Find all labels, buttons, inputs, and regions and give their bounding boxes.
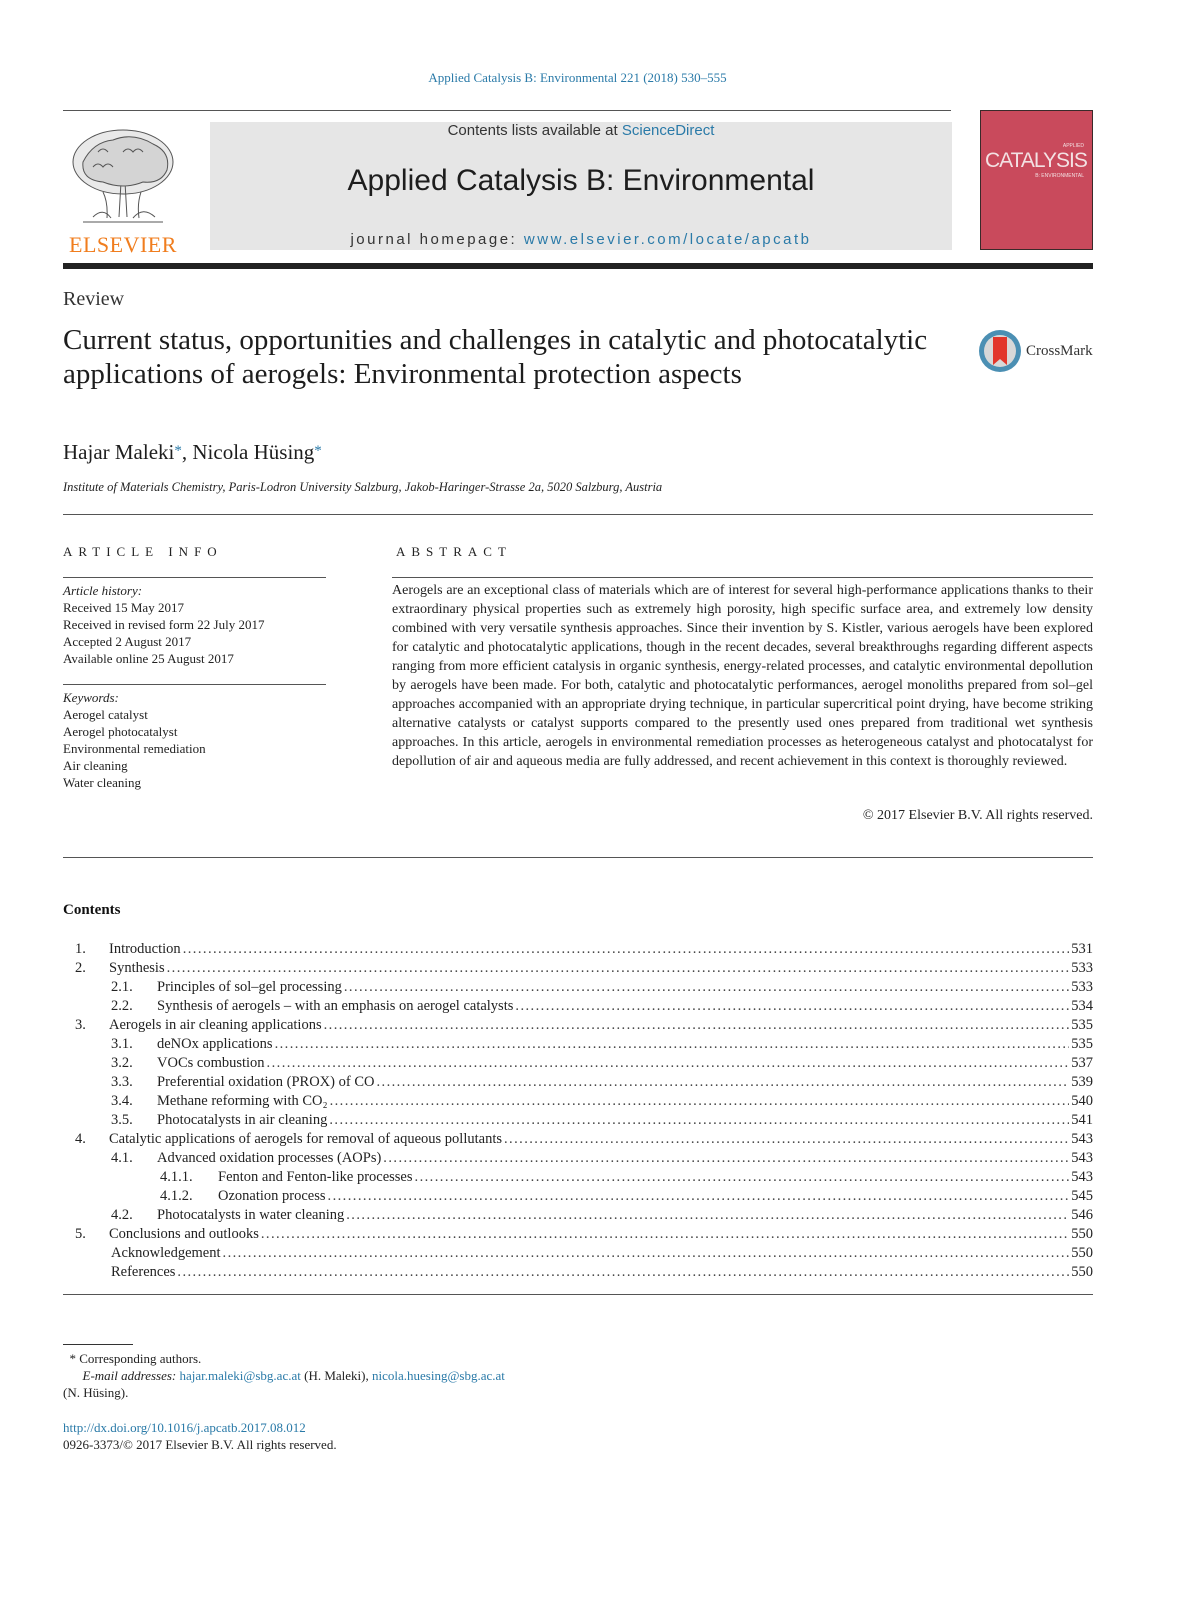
history-item: Available online 25 August 2017	[63, 651, 234, 666]
toc-leader-dots	[267, 1054, 1070, 1073]
article-type: Review	[63, 288, 125, 310]
elsevier-wordmark: ELSEVIER	[69, 232, 177, 257]
footnote	[63, 1350, 505, 1401]
email-owner: (H. Maleki),	[304, 1368, 369, 1383]
journal-homepage	[210, 231, 952, 248]
keyword: Environmental remediation	[63, 741, 206, 756]
corresponding-author-mark[interactable]: *	[174, 443, 182, 459]
homepage-link[interactable]: www.elsevier.com/locate/apcatb	[523, 231, 812, 248]
toc-number: 3.2.	[111, 1055, 133, 1071]
toc-number: 4.1.2.	[160, 1188, 193, 1204]
toc-title[interactable]: Advanced oxidation processes (AOPs)	[157, 1150, 382, 1166]
toc-number: 3.5.	[111, 1112, 133, 1128]
cover-subtitle: B: ENVIRONMENTAL	[1035, 173, 1084, 179]
history-item: Accepted 2 August 2017	[63, 634, 192, 649]
toc-title[interactable]: Aerogels in air cleaning applications	[109, 1017, 322, 1033]
header-rule	[63, 110, 951, 111]
cover-top-label: APPLIED	[1062, 143, 1084, 149]
table-of-contents	[63, 940, 1093, 1282]
divider	[392, 577, 1093, 578]
email-owner: (N. Hüsing).	[63, 1385, 129, 1400]
toc-title[interactable]: Preferential oxidation (PROX) of CO	[157, 1074, 375, 1090]
toc-entry[interactable]	[63, 1149, 1093, 1168]
contents-prefix: Contents lists available at	[447, 122, 622, 139]
toc-leader-dots	[383, 1149, 1069, 1168]
toc-page-number[interactable]: 535	[1071, 1036, 1093, 1052]
toc-entry[interactable]	[63, 1092, 1093, 1111]
toc-page-number[interactable]: 543	[1071, 1169, 1093, 1185]
toc-page-number[interactable]: 550	[1071, 1226, 1093, 1242]
toc-title[interactable]: Synthesis	[109, 960, 165, 976]
toc-page-number[interactable]: 550	[1071, 1245, 1093, 1261]
toc-leader-dots	[328, 1187, 1070, 1206]
article-title: Current status, opportunities and challenges in catalytic and photocatalytic applications of aerogels: Environmental protection aspects	[63, 324, 928, 390]
toc-entry[interactable]	[63, 1130, 1093, 1149]
toc-number: 2.	[75, 960, 86, 976]
toc-page-number[interactable]: 533	[1071, 960, 1093, 976]
toc-title[interactable]: Conclusions and outlooks	[109, 1226, 259, 1242]
toc-page-number[interactable]: 535	[1071, 1017, 1093, 1033]
toc-leader-dots	[223, 1244, 1070, 1263]
keyword: Aerogel photocatalyst	[63, 724, 178, 739]
toc-entry[interactable]	[63, 1016, 1093, 1035]
toc-entry[interactable]	[63, 1187, 1093, 1206]
history-item: Received 15 May 2017	[63, 600, 184, 615]
toc-title[interactable]: Principles of sol–gel processing	[157, 979, 342, 995]
divider	[63, 857, 1093, 858]
email-label: E-mail addresses:	[82, 1368, 177, 1383]
history-label: Article history:	[63, 583, 143, 598]
contents-heading: Contents	[63, 902, 121, 918]
keyword: Air cleaning	[63, 758, 128, 773]
toc-leader-dots	[167, 959, 1070, 978]
toc-leader-dots	[415, 1168, 1070, 1187]
email-line	[63, 1367, 505, 1384]
corresponding-author-mark[interactable]: *	[314, 443, 322, 459]
toc-number: 5.	[75, 1226, 86, 1242]
journal-cover-thumbnail[interactable]	[980, 110, 1093, 250]
toc-entry[interactable]	[63, 1035, 1093, 1054]
toc-title[interactable]: Fenton and Fenton-like processes	[218, 1169, 413, 1185]
toc-leader-dots	[344, 978, 1069, 997]
abstract-heading: ABSTRACT	[396, 544, 512, 559]
toc-entry[interactable]	[63, 1206, 1093, 1225]
affiliation: Institute of Materials Chemistry, Paris-Lodron University Salzburg, Jakob-Haringer-Strasse 2a, 5020 Salzburg, Austria	[63, 480, 663, 494]
divider	[63, 577, 326, 578]
toc-number: 3.3.	[111, 1074, 133, 1090]
toc-title[interactable]: Catalytic applications of aerogels for removal of aqueous pollutants	[109, 1131, 502, 1147]
toc-entry[interactable]	[63, 1054, 1093, 1073]
toc-title[interactable]: Synthesis of aerogels – with an emphasis on aerogel catalysts	[157, 998, 514, 1014]
toc-page-number[interactable]: 545	[1071, 1188, 1093, 1204]
cover-title: CATALYSIS	[985, 149, 1087, 172]
toc-entry[interactable]	[63, 1073, 1093, 1092]
toc-number: 1.	[75, 941, 86, 957]
toc-number: 4.	[75, 1131, 86, 1147]
toc-entry[interactable]	[63, 1111, 1093, 1130]
keyword: Water cleaning	[63, 775, 141, 790]
toc-entry[interactable]	[63, 1244, 1093, 1263]
toc-entry[interactable]	[63, 959, 1093, 978]
divider	[63, 514, 1093, 515]
toc-title[interactable]: VOCs combustion	[157, 1055, 265, 1071]
journal-reference[interactable]: Applied Catalysis B: Environmental 221 (2018) 530–555	[428, 70, 727, 85]
toc-page-number[interactable]: 550	[1071, 1264, 1093, 1280]
author-name[interactable]: Nicola Hüsing	[192, 440, 315, 464]
toc-title[interactable]: Photocatalysts in air cleaning	[157, 1112, 328, 1128]
abstract-copyright: © 2017 Elsevier B.V. All rights reserved.	[862, 808, 1093, 823]
toc-page-number[interactable]: 534	[1071, 998, 1093, 1014]
journal-title: Applied Catalysis B: Environmental	[347, 164, 815, 197]
toc-number	[63, 1263, 111, 1282]
toc-page-number[interactable]: 541	[1071, 1112, 1093, 1128]
sciencedirect-link[interactable]: ScienceDirect	[621, 122, 715, 139]
history-item: Received in revised form 22 July 2017	[63, 617, 265, 632]
toc-leader-dots	[261, 1225, 1069, 1244]
toc-leader-dots	[177, 1263, 1069, 1282]
toc-entry[interactable]	[63, 1263, 1093, 1282]
divider	[63, 684, 326, 685]
issn-copyright: 0926-3373/© 2017 Elsevier B.V. All rights reserved.	[63, 1437, 337, 1452]
toc-number: 4.1.1.	[160, 1169, 193, 1185]
footnote-rule	[63, 1344, 133, 1345]
contents-availability	[210, 122, 952, 139]
toc-page-number[interactable]: 533	[1071, 979, 1093, 995]
toc-page-number[interactable]: 543	[1071, 1150, 1093, 1166]
toc-number: 2.1.	[111, 979, 133, 995]
keywords-label: Keywords:	[63, 690, 119, 705]
toc-page-number[interactable]: 540	[1071, 1093, 1093, 1109]
toc-title[interactable]: References	[111, 1264, 176, 1280]
toc-title[interactable]: Photocatalysts in water cleaning	[157, 1207, 345, 1223]
toc-number: 3.	[75, 1017, 86, 1033]
toc-leader-dots	[329, 1111, 1069, 1130]
article-info-heading: ARTICLE INFO	[63, 544, 223, 559]
author-list: Hajar Maleki*, Nicola Hüsing*	[63, 440, 322, 464]
toc-entry[interactable]	[63, 940, 1093, 959]
toc-page-number[interactable]: 543	[1071, 1131, 1093, 1147]
header-thick-rule	[63, 263, 1093, 269]
toc-leader-dots	[515, 997, 1069, 1016]
toc-leader-dots	[376, 1073, 1069, 1092]
toc-number: 3.4.	[111, 1093, 133, 1109]
author-name[interactable]: Hajar Maleki	[63, 440, 175, 464]
toc-entry[interactable]	[63, 997, 1093, 1016]
email-link[interactable]: hajar.maleki@sbg.ac.at	[179, 1368, 301, 1383]
crossmark-label[interactable]: CrossMark	[1026, 343, 1093, 359]
toc-number: 3.1.	[111, 1036, 133, 1052]
toc-title[interactable]: deNOx applications	[157, 1036, 273, 1052]
toc-page-number[interactable]: 546	[1071, 1207, 1093, 1223]
toc-page-number[interactable]: 531	[1071, 941, 1093, 957]
toc-title[interactable]: Introduction	[109, 941, 181, 957]
doi-link[interactable]: http://dx.doi.org/10.1016/j.apcatb.2017.08.012	[63, 1420, 306, 1435]
toc-leader-dots	[346, 1206, 1069, 1225]
homepage-prefix: journal homepage:	[350, 231, 524, 248]
toc-leader-dots	[183, 940, 1070, 959]
corresponding-note: * Corresponding authors.	[69, 1351, 202, 1366]
keywords	[63, 689, 206, 791]
email-link[interactable]: nicola.huesing@sbg.ac.at	[371, 1368, 505, 1383]
article-history	[63, 582, 264, 667]
keyword: Aerogel catalyst	[63, 707, 148, 722]
toc-number: 4.2.	[111, 1207, 133, 1223]
toc-title[interactable]: Acknowledgement	[111, 1245, 221, 1261]
abstract-text: Aerogels are an exceptional class of materials which are of interest for several high-performance applications thanks to their extraordinary physical properties such as extremely high porosity, high specific surface area, and extremely low density combined with very versatile synthesis approaches. Since their invention by S. Kistler, various aerogels have been explored for catalytic and photocatalytic applications, though in the recent decades, several breakthroughs regarding different aspects ranging from more efficient catalysis in organic synthesis, energy-related processes, and catalytic environmental depollution by aerogels have been made. For both, catalytic and photocatalytic performances, aerogel monoliths prepared from sol–gel approaches accompanied with an appropriate drying technique, in particular supercritical point drying, have become striking alternative catalysts or catalyst supports compared to the presently used ones prepared from traditional wet synthesis approaches. In this article, aerogels in environmental remediation processes as heterogeneous catalyst and photocatalyst for depollution of air and aqueous media are fully addressed, and recent achievement in this context is thoroughly reviewed.	[392, 583, 1093, 769]
toc-entry[interactable]	[63, 978, 1093, 997]
toc-page-number[interactable]: 539	[1071, 1074, 1093, 1090]
divider	[63, 1294, 1093, 1295]
toc-title[interactable]: Methane reforming with CO₂	[157, 1093, 328, 1109]
toc-page-number[interactable]: 537	[1071, 1055, 1093, 1071]
toc-title[interactable]: Ozonation process	[218, 1188, 326, 1204]
toc-number: 2.2.	[111, 998, 133, 1014]
toc-leader-dots	[275, 1035, 1070, 1054]
toc-leader-dots	[504, 1130, 1069, 1149]
toc-leader-dots	[330, 1092, 1070, 1111]
toc-entry[interactable]	[63, 1168, 1093, 1187]
toc-entry[interactable]	[63, 1225, 1093, 1244]
toc-leader-dots	[324, 1016, 1070, 1035]
toc-number: 4.1.	[111, 1150, 133, 1166]
toc-number	[63, 1244, 111, 1263]
